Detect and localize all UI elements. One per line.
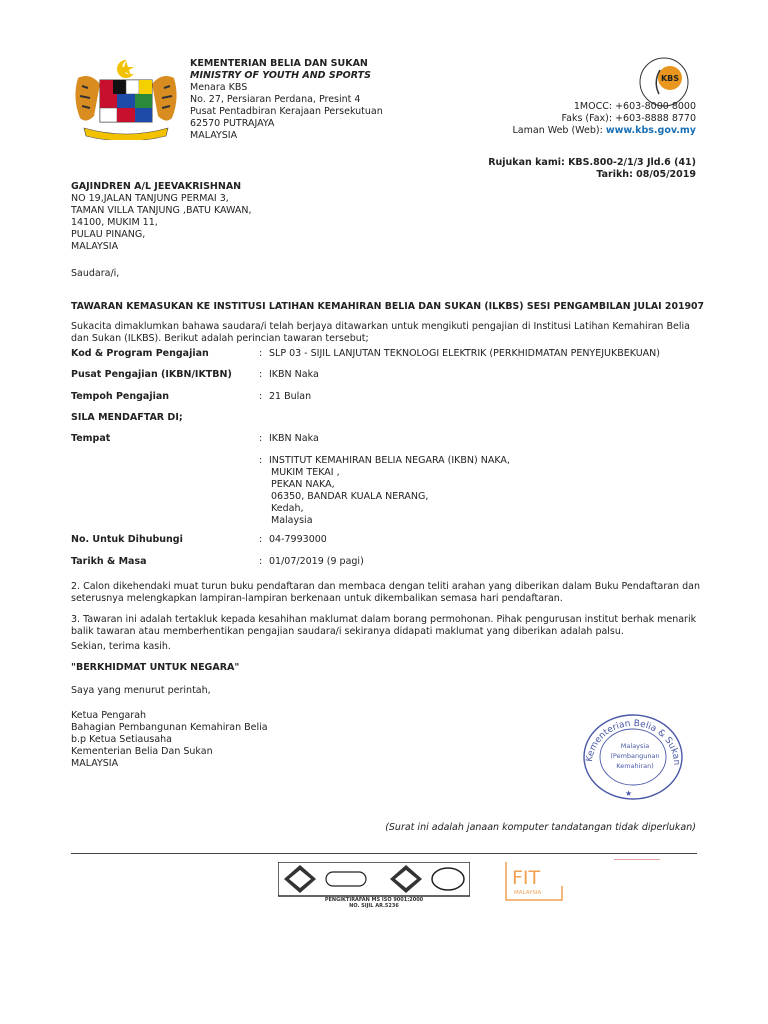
web-label: Laman Web (Web):: [512, 125, 606, 136]
recipient-address-line: PULAU PINANG,: [71, 229, 146, 240]
intro-paragraph: Sukacita dimaklumkan bahawa saudara/i telah berjaya ditawarkan untuk mengikuti pengajian di Institusi Latihan Kemahiran Belia dan Sukan (ILKBS). Berikut adalah perincian tawaran tersebut;: [71, 321, 690, 344]
web-row: [470, 125, 696, 137]
iso-certification-logos: [278, 862, 470, 902]
detail-label: Tempoh Pengajian: [71, 391, 170, 402]
detail-value: IKBN Naka: [269, 369, 319, 380]
computer-generated-note: (Surat ini adalah janaan komputer tandatangan tidak diperlukan): [385, 822, 696, 833]
ministry-address-line: 62570 PUTRAJAYA: [190, 118, 275, 129]
paragraph-2: 2. Calon dikehendaki muat turun buku pendaftaran dan membaca dengan teliti arahan yang diberikan dalam Buku Pendaftaran dan seterusnya melengkapkan lampiran-lampiran berkenaan untuk dikembalikan semasa hari pendaftaran.: [71, 581, 700, 604]
svg-text:MALAYSIA: MALAYSIA: [514, 890, 542, 896]
svg-text:Kemahiran): Kemahiran): [616, 762, 654, 770]
ministry-address-line: No. 27, Persiaran Perdana, Presint 4: [190, 94, 361, 105]
salutation: Saudara/i,: [71, 268, 120, 279]
paragraph-3: 3. Tawaran ini adalah tertakluk kepada kesahihan maklumat dalam borang permohonan. Pihak pengurusan institut berhak menarik balik tawaran atau memberhentikan pengajian saudara/i sekiranya didapati maklumat yang diberikan adalah palsu.: [71, 614, 697, 637]
institute-address-line: Kedah,: [271, 503, 304, 514]
ministry-address-block: [190, 58, 383, 142]
detail-label: No. Untuk Dihubungi: [71, 534, 183, 545]
order-line: Saya yang menurut perintah,: [71, 685, 211, 696]
ministry-name-english: MINISTRY OF YOUTH AND SPORTS: [190, 70, 371, 81]
signatory-line: b.p Ketua Setiausaha: [71, 734, 172, 745]
institute-address: [269, 455, 510, 527]
letter-subject: TAWARAN KEMASUKAN KE INSTITUSI LATIHAN KEMAHIRAN BELIA DAN SUKAN (ILKBS) SESI PENGAMBILAN JULAI 201907: [71, 301, 705, 312]
stamp-outer-text: Kementerian Belia & Sukan: [585, 718, 682, 766]
detail-label: Tempat: [71, 433, 111, 444]
institute-address-line: PEKAN NAKA,: [271, 479, 335, 490]
official-stamp: [580, 712, 686, 802]
detail-separator: :: [259, 455, 263, 466]
decorative-mark: [614, 859, 660, 860]
closing-line: Sekian, terima kasih.: [71, 641, 171, 652]
signatory-line: MALAYSIA: [71, 758, 119, 769]
reference-block: [400, 157, 696, 181]
recipient-address-line: MALAYSIA: [71, 241, 119, 252]
recipient-address-line: TAMAN VILLA TANJUNG ,BATU KAWAN,: [71, 205, 252, 216]
svg-text:KBS: KBS: [660, 74, 680, 83]
detail-value: 04-7993000: [269, 534, 327, 545]
reference-number: Rujukan kami: KBS.800-2/1/3 Jld.6 (41): [488, 157, 696, 168]
letter-date: Tarikh: 08/05/2019: [596, 169, 696, 180]
recipient-address-line: NO 19,JALAN TANJUNG PERMAI 3,: [71, 193, 229, 204]
detail-separator: :: [259, 369, 263, 380]
detail-value: 01/07/2019 (9 pagi): [269, 556, 364, 567]
detail-value: IKBN Naka: [269, 433, 319, 444]
footnote-text: Surat ini adalah janaan komputer tandatangan tidak diperlukan: [388, 822, 693, 833]
recipient-block: [71, 181, 252, 253]
register-heading: SILA MENDAFTAR DI;: [71, 412, 183, 423]
svg-text:FIT: FIT: [512, 867, 541, 889]
mocc-number: 1MOCC: +603-8000 8000: [573, 101, 696, 112]
ministry-address-line: MALAYSIA: [190, 130, 238, 141]
detail-separator: :: [259, 433, 263, 444]
recipient-address-line: 14100, MUKIM 11,: [71, 217, 158, 228]
motto: "BERKHIDMAT UNTUK NEGARA": [71, 662, 240, 673]
website-link[interactable]: www.kbs.gov.my: [605, 125, 696, 136]
signatory-block: [71, 710, 268, 770]
ministry-address-line: Menara KBS: [190, 82, 248, 93]
institute-address-line: INSTITUT KEMAHIRAN BELIA NEGARA (IKBN) NAKA,: [269, 455, 510, 466]
detail-value: 21 Bulan: [269, 391, 312, 402]
contact-info: [470, 101, 696, 137]
malaysia-coat-of-arms-logo: [70, 58, 182, 140]
detail-separator: :: [259, 556, 263, 567]
svg-text:★: ★: [625, 789, 633, 798]
detail-separator: :: [259, 348, 263, 359]
detail-label: Pusat Pengajian (IKBN/IKTBN): [71, 369, 232, 380]
recipient-name: GAJINDREN A/L JEEVAKRISHNAN: [71, 181, 242, 192]
institute-address-line: Malaysia: [271, 515, 313, 526]
signatory-line: Bahagian Pembangunan Kemahiran Belia: [71, 722, 268, 733]
ministry-address-line: Pusat Pentadbiran Kerajaan Persekutuan: [190, 106, 383, 117]
svg-text:Malaysia: Malaysia: [620, 742, 650, 750]
institute-address-line: MUKIM TEKAI ,: [271, 467, 340, 478]
svg-text:(Pembangunan: (Pembangunan: [610, 752, 660, 760]
signatory-line: Ketua Pengarah: [71, 710, 147, 721]
institute-address-line: 06350, BANDAR KUALA NERANG,: [271, 491, 429, 502]
signatory-line: Kementerian Belia Dan Sukan: [71, 746, 213, 757]
ministry-name-malay: KEMENTERIAN BELIA DAN SUKAN: [190, 58, 368, 69]
footer-divider: [71, 853, 697, 854]
fit-malaysia-logo: [504, 858, 564, 904]
certification-text: PENGIKTIRAFAN MS ISO 9001:2000 NO. SIJIL AR.5236: [324, 897, 424, 909]
detail-label: Tarikh & Masa: [71, 556, 147, 567]
detail-value: SLP 03 - SIJIL LANJUTAN TEKNOLOGI ELEKTRIK (PERKHIDMATAN PENYEJUKBEKUAN): [269, 348, 660, 359]
detail-separator: :: [259, 391, 263, 402]
fax-number: Faks (Fax): +603-8888 8770: [561, 113, 696, 124]
detail-label: Kod & Program Pengajian: [71, 348, 209, 359]
detail-separator: :: [259, 534, 263, 545]
